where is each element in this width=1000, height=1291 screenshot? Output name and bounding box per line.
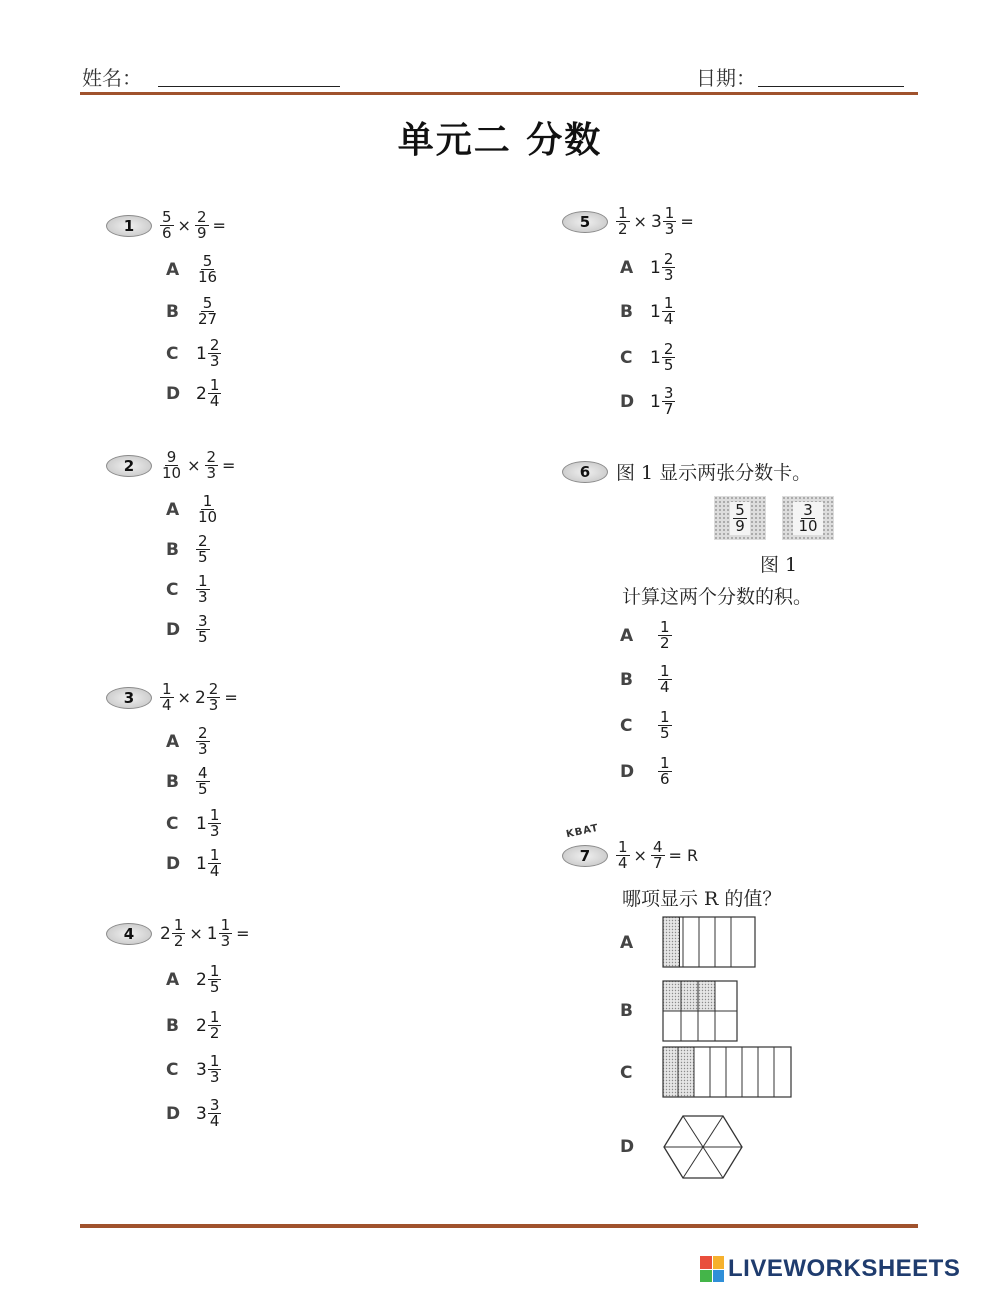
liveworksheets-logo: [700, 1255, 960, 1283]
q4-option-c[interactable]: C 3 $\frac{1}{3}$: [166, 1052, 220, 1086]
question-number-badge: 7: [562, 845, 608, 867]
question-7-prompt: 哪项显示 R 的值？: [622, 888, 782, 910]
question-number-badge: 2: [106, 455, 152, 477]
kbat-badge: KBAT: [565, 822, 600, 841]
q2-option-a[interactable]: A $\frac{1}{10}$: [166, 492, 218, 526]
name-label: 姓名：: [82, 66, 142, 90]
q3-option-d[interactable]: D 1 $\frac{1}{4}$: [166, 846, 220, 880]
fraction: $\frac{1}{3}$: [664, 204, 675, 238]
fraction: $\frac{1}{2}$: [618, 204, 628, 238]
fraction: $\frac{4}{7}$: [652, 838, 663, 872]
question-number-badge: 5: [562, 211, 608, 233]
liveworksheets-logo-icon: [700, 1256, 724, 1282]
q4-option-a[interactable]: A 2 $\frac{1}{5}$: [166, 962, 220, 996]
question-7: [562, 840, 702, 871]
question-3-expression: $\frac{1}{4}$ × 2 $\frac{2}{3}$ =: [162, 680, 238, 714]
question-6-text: 图 1 显示两张分数卡。: [616, 462, 812, 484]
q4-option-b[interactable]: B 2 $\frac{1}{2}$: [166, 1008, 220, 1042]
question-7-expression: $\frac{1}{4}$ × $\frac{4}{7}$ = R: [618, 838, 699, 872]
question-4-expression: 2 $\frac{1}{2}$ × 1 $\frac{1}{3}$ =: [160, 916, 250, 950]
fraction-cards: [714, 496, 834, 540]
shaded-grid-diagram: [662, 980, 740, 1042]
q2-option-d[interactable]: D $\frac{3}{5}$: [166, 612, 208, 646]
fraction-card: $\frac{3}{10}$: [782, 496, 834, 540]
q1-option-c[interactable]: C 1 $\frac{2}{3}$: [166, 336, 220, 370]
q6-option-d[interactable]: D $\frac{1}{6}$: [620, 754, 670, 788]
fraction: $\frac{2}{3}$: [206, 448, 217, 482]
q5-option-a[interactable]: A 1 $\frac{2}{3}$: [620, 250, 674, 284]
fraction: $\frac{1}{3}$: [220, 916, 231, 950]
footer-rule: [80, 1224, 918, 1228]
q3-option-b[interactable]: B $\frac{4}{5}$: [166, 764, 208, 798]
q6-option-b[interactable]: B $\frac{1}{4}$: [620, 662, 670, 696]
fraction-card: $\frac{5}{9}$: [714, 496, 766, 540]
question-2-expression: $\frac{9}{10}$ × $\frac{2}{3}$ =: [162, 448, 236, 482]
q6-option-a[interactable]: A $\frac{1}{2}$: [620, 618, 670, 652]
q4-option-d[interactable]: D 3 $\frac{3}{4}$: [166, 1096, 220, 1130]
page-title: 单元二 分数: [397, 120, 603, 161]
shaded-strip-diagram: [662, 916, 758, 970]
q5-option-d[interactable]: D 1 $\frac{3}{7}$: [620, 384, 674, 418]
fraction: $\frac{1}{4}$: [618, 838, 628, 872]
q5-option-b[interactable]: B 1 $\frac{1}{4}$: [620, 294, 674, 328]
question-1: [106, 210, 230, 241]
fraction: $\frac{1}{2}$: [173, 916, 184, 950]
shaded-strip-diagram: [662, 1046, 794, 1100]
question-4: [106, 918, 254, 949]
q1-option-b[interactable]: B $\frac{5}{27}$: [166, 294, 218, 328]
q7-option-c[interactable]: C: [620, 1046, 794, 1100]
question-3: [106, 682, 242, 713]
q7-option-b[interactable]: B: [620, 980, 740, 1042]
q5-option-c[interactable]: C 1 $\frac{2}{5}$: [620, 340, 674, 374]
q7-option-d[interactable]: D: [620, 1112, 744, 1182]
q1-option-a[interactable]: A $\frac{5}{16}$: [166, 252, 218, 286]
question-6-prompt: 计算这两个分数的积。: [622, 586, 813, 608]
date-label: 日期：: [696, 66, 756, 90]
q6-option-c[interactable]: C $\frac{1}{5}$: [620, 708, 670, 742]
question-5: [562, 206, 698, 237]
fraction: $\frac{1}{4}$: [162, 680, 172, 714]
header-rule: [80, 92, 918, 95]
question-number-badge: 6: [562, 461, 608, 483]
question-6: [562, 458, 811, 485]
figure-label: 图 1: [760, 554, 798, 576]
question-number-badge: 3: [106, 687, 152, 709]
fraction: $\frac{2}{3}$: [208, 680, 219, 714]
question-5-expression: $\frac{1}{2}$ × 3 $\frac{1}{3}$ =: [618, 204, 694, 238]
question-2: [106, 450, 239, 481]
question-number-badge: 4: [106, 923, 152, 945]
q7-option-a[interactable]: A: [620, 916, 758, 970]
q2-option-b[interactable]: B $\frac{2}{5}$: [166, 532, 208, 566]
fraction: $\frac{5}{6}$: [162, 208, 172, 242]
name-blank[interactable]: [158, 86, 340, 87]
q1-option-d[interactable]: D 2 $\frac{1}{4}$: [166, 376, 220, 410]
fraction: $\frac{2}{9}$: [196, 208, 207, 242]
fraction: $\frac{9}{10}$: [162, 448, 182, 482]
q3-option-c[interactable]: C 1 $\frac{1}{3}$: [166, 806, 220, 840]
hexagon-diagram: [662, 1112, 744, 1182]
q3-option-a[interactable]: A $\frac{2}{3}$: [166, 724, 208, 758]
question-1-expression: $\frac{5}{6}$ × $\frac{2}{9}$ =: [162, 208, 226, 242]
brand-name: LIVEWORKSHEETS: [728, 1255, 961, 1282]
question-number-badge: 1: [106, 215, 152, 237]
date-blank[interactable]: [758, 86, 904, 87]
q2-option-c[interactable]: C $\frac{1}{3}$: [166, 572, 208, 606]
